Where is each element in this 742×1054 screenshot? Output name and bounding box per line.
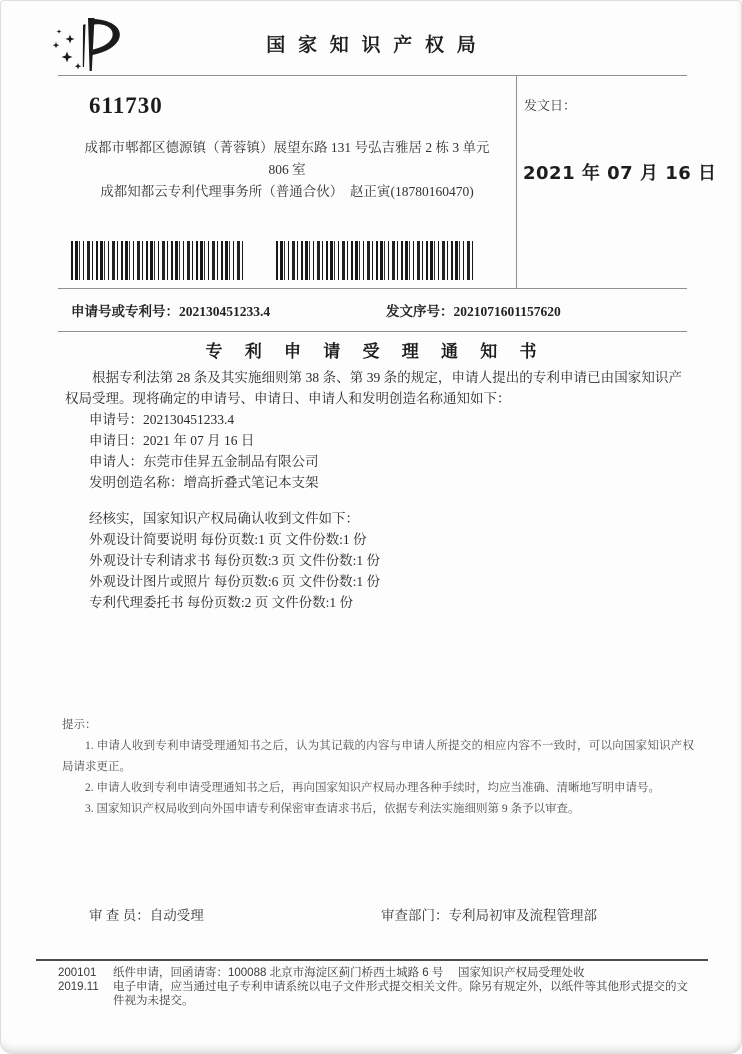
received-document-row: 外观设计图片或照片 每份页数:6 页 文件份数:1 份 bbox=[89, 574, 381, 589]
examiner-label: 审 查 员： bbox=[89, 908, 150, 923]
barcode-application bbox=[71, 241, 244, 280]
footer-note-text: 纸件申请，回函请寄：100088 北京市海淀区蓟门桥西土城路 6 号 国家知识产权局受理处收 bbox=[113, 967, 585, 979]
barcode-serial bbox=[276, 241, 474, 280]
field-applicant bbox=[89, 451, 319, 472]
received-documents-section bbox=[89, 508, 380, 613]
department-group bbox=[381, 904, 597, 924]
field-value: 2021 年 07 月 16 日 bbox=[143, 433, 255, 448]
department-value: 专利局初审及流程管理部 bbox=[448, 908, 597, 923]
received-document-row: 外观设计简要说明 每份页数:1 页 文件份数:1 份 bbox=[89, 532, 367, 547]
field-label: 申请人： bbox=[89, 454, 143, 469]
department-label: 审查部门： bbox=[381, 908, 449, 923]
hints-label: 提示： bbox=[62, 719, 97, 731]
postal-code: 611730 bbox=[89, 93, 163, 118]
serial-number-label: 发文序号： bbox=[386, 304, 454, 319]
examiner-group bbox=[89, 904, 204, 924]
numbers-row bbox=[1, 300, 742, 320]
footer-notes bbox=[58, 966, 692, 1008]
field-value: 增高折叠式笔记本支架 bbox=[183, 475, 319, 490]
notice-title: 专 利 申 请 受 理 通 知 书 bbox=[205, 342, 546, 361]
recipient-address-line2: 806 室 bbox=[268, 162, 306, 177]
dispatch-date-label: 发文日： bbox=[524, 98, 577, 113]
hint-item: 2. 申请人收到专利申请受理通知书之后，再向国家知识产权局办理各种手续时，均应当准确、清晰地写明申请号。 bbox=[85, 782, 660, 794]
application-fields bbox=[89, 409, 319, 493]
divider-above-numbers bbox=[58, 288, 687, 289]
received-intro: 经核实，国家知识产权局确认收到文件如下： bbox=[89, 511, 359, 526]
divider-below-numbers bbox=[58, 331, 687, 332]
application-number-value: 202130451233.4 bbox=[179, 304, 271, 319]
received-document-row: 外观设计专利请求书 每份页数:3 页 文件份数:1 份 bbox=[89, 553, 381, 568]
signoff-row bbox=[1, 904, 742, 924]
footer-row-electronic bbox=[58, 980, 692, 1008]
field-value: 202130451233.4 bbox=[143, 412, 235, 427]
hints-section bbox=[62, 715, 694, 820]
field-label: 申请日： bbox=[89, 433, 143, 448]
application-number-label: 申请号或专利号： bbox=[71, 304, 179, 319]
field-application-date bbox=[89, 430, 319, 451]
serial-number-value: 2021071601157620 bbox=[453, 304, 561, 319]
divider-header bbox=[58, 75, 687, 76]
application-number-group bbox=[71, 300, 270, 320]
recipient-address-line1: 成都市郫都区德源镇（菁蓉镇）展望东路 131 号弘吉雅居 2 栋 3 单元 bbox=[84, 140, 490, 155]
footer-row-paper bbox=[58, 966, 692, 980]
field-label: 申请号： bbox=[89, 412, 143, 427]
field-label: 发明创造名称： bbox=[89, 475, 184, 490]
divider-vertical bbox=[516, 75, 517, 289]
footer-form-code: 200101 bbox=[58, 967, 97, 979]
hint-item: 1. 申请人收到专利申请受理通知书之后，认为其记载的内容与申请人所提交的相应内容不一致时，可以向国家知识产权局请求更正。 bbox=[62, 740, 694, 773]
field-application-number bbox=[89, 409, 319, 430]
footer-note-text: 电子申请，应当通过电子专利申请系统以电子文件形式提交相关文件。除另有规定外，以纸件等其他形式提交的文件视为未提交。 bbox=[113, 981, 688, 1007]
divider-footer bbox=[36, 959, 708, 961]
dispatch-date-value: 2021 年 07 月 16 日 bbox=[523, 163, 717, 184]
notice-intro-paragraph: 根据专利法第 28 条及其实施细则第 38 条、第 39 条的规定，申请人提出的专利申请已由国家知识产权局受理。现将确定的申请号、申请日、申请人和发明创造名称通知如下： bbox=[65, 370, 682, 406]
field-value: 东莞市佳昇五金制品有限公司 bbox=[143, 454, 319, 469]
office-title: 国 家 知 识 产 权 局 bbox=[266, 35, 480, 56]
received-document-row: 专利代理委托书 每份页数:2 页 文件份数:1 份 bbox=[89, 595, 354, 610]
recipient-agency-contact: 成都知都云专利代理事务所（普通合伙） 赵正寅(18780160470) bbox=[100, 184, 474, 199]
field-invention-title bbox=[89, 472, 319, 493]
footer-version-code: 2019.11 bbox=[58, 981, 99, 993]
serial-number-group bbox=[386, 300, 561, 320]
examiner-value: 自动受理 bbox=[149, 908, 204, 923]
hint-item: 3. 国家知识产权局收到向外国申请专利保密审查请求书后，依据专利法实施细则第 9 条予以审查。 bbox=[85, 803, 580, 815]
